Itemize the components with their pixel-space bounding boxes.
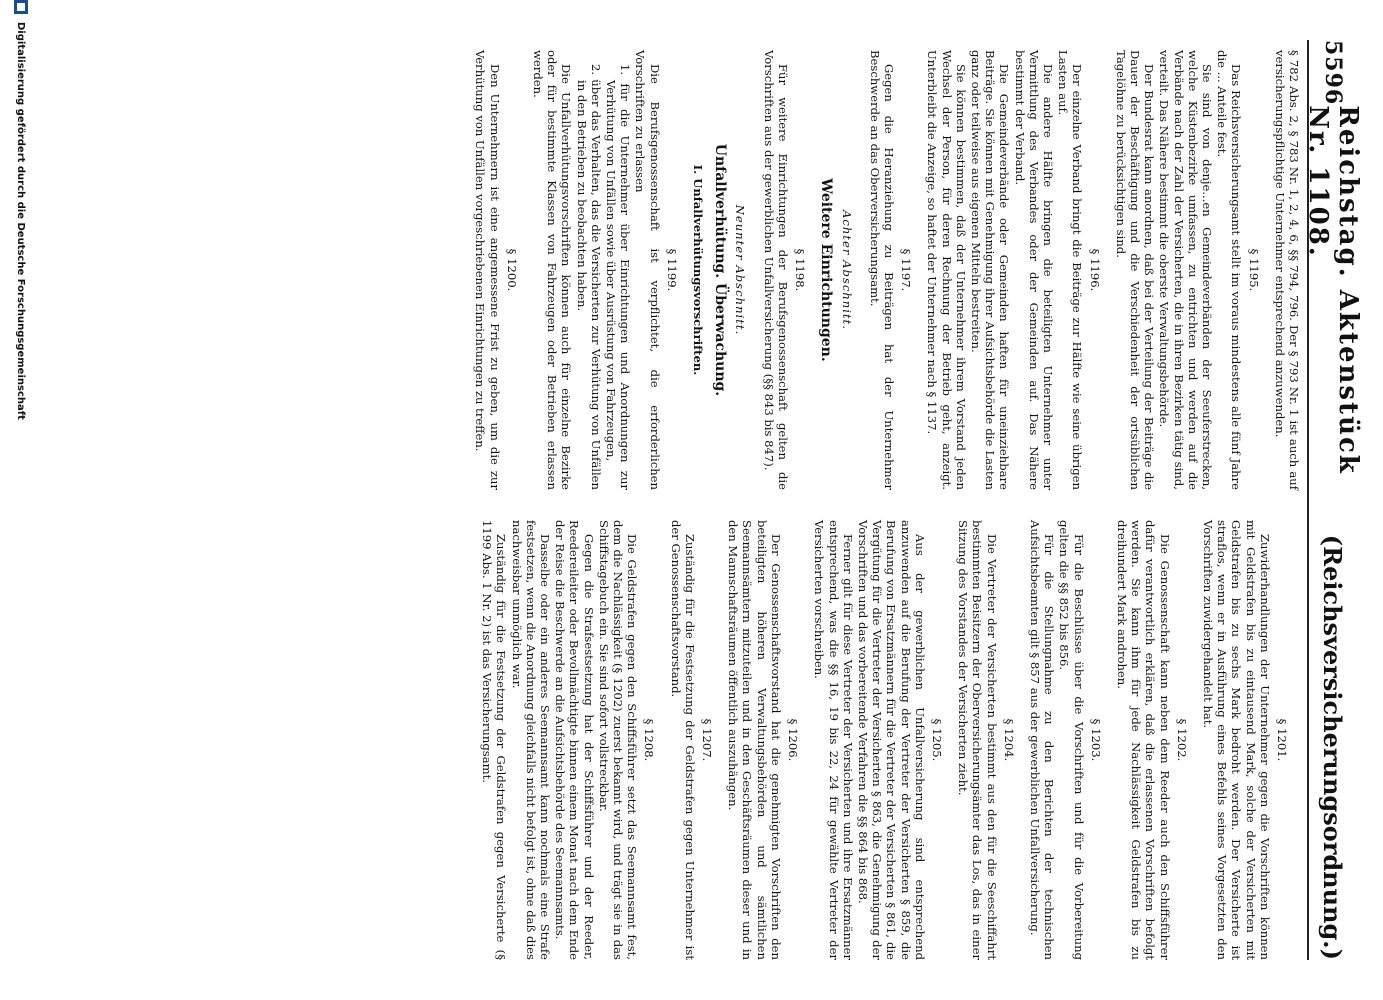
document-title: Reichstag. Aktenstück Nr. 1108. [1303,105,1363,475]
paragraph: Den Unternehmern ist eine angemessene Frist zu geben, um die zur Verhütung von Unfällen vorgeschriebenen Einrichtungen zu treffen. [473,50,502,490]
enumerated-list [574,50,632,490]
paragraph: Das Reichsversicherungsamt stellt im voraus mindestens alle fünf Jahre die ... Anteile fest. [1215,50,1244,490]
section-number: § 1201. [1275,718,1289,762]
paragraph: Für die Stellungnahme zu den Berichten der technischen Aufsichtsbeamten gilt § 857 aus der gewerblichen Unfallversicherung. [1027,520,1057,960]
paragraph: Die Geldstrafen gegen den Schiffsführer setzt das Seemannsamt fest, dem die Nachlässigkeit (§ 1202) zuerst bekannt wird, und trägt sie in das Schiffstagebuch ein. Sie sind sofort vollstreckbar. [596,520,640,960]
page-header [1303,40,1363,960]
section-number: § 1205. [929,718,944,762]
chapter-title: Weitere Einrichtungen. [818,178,835,362]
paragraph: Dasselbe oder ein anderes Seemannsamt kann nochmals eine Strafe festsetzen, wenn die Anordnung gleichfalls nicht befolgt ist, ohne daß dies nachweisbar unmöglich war. [509,520,553,960]
dfg-logo-icon [14,0,28,14]
paragraph: Die andere Hälfte bringen die beteiligten Unternehmer unter Vermittlung des Verbandes oder der Gemeinden auf. Das Nähere bestimmt der Verband. [1012,50,1055,490]
digitization-footer [14,0,28,1000]
section-number: § 1207. [700,718,715,762]
paragraph: Zuständig für die Festsetzung der Geldstrafen gegen Unternehmer ist der Genossenschaftsvorstand. [668,520,697,960]
footer-credit: Digitalisierung gefördert durch die Deutsche Forschungsgemeinschaft [15,22,27,420]
paragraph: Sie können bestimmen, daß der Unternehmer ihrem Vorstand jeden Wechsel der Person, für deren Rechnung der Betrieb geht, anzeigt. Unterbleibt die Anzeige, so haftet der Unternehmer nach § 1137. [925,50,968,490]
paragraph: Der einzelne Verband bringt die Beiträge zur Hälfte wie seine übrigen Lasten auf. [1056,50,1085,490]
paragraph: Für weitere Einrichtungen der Berufsgenossenschaft gelten die Vorschriften aus der gewerblichen Unfallversicherung (§§ 843 bis 847). [761,50,790,490]
subsection-title: I. Unfallverhütungsvorschriften. [691,164,706,376]
section-number: § 1204. [1001,718,1016,762]
paragraph: Der Bundesrat kann anordnen, daß bei der Verteilung der Beiträge die Dauer der Beschäftigung und die Verschiedenheit der ortsüblichen Tagelöhne zu berücksichtigen sind. [1113,50,1157,490]
section-number: § 1202. [1174,718,1189,762]
section-number: § 1198. [793,248,808,292]
paragraph: Die Genossenschaft kann neben dem Reeder auch den Schiffsführer dafür verantwortlich erklären, daß die erlassenen Vorschriften befolgt werden. Sie kann ihm für jede Nachlässigkeit Geldstrafen bis zu dreihundert Mark androhen. [1114,520,1172,960]
paragraph: Der Genossenschaftsvorstand hat die genehmigten Vorschriften den beteiligten höheren Verwaltungsbehörden und sämtlichen Seemannsämtern mitzuteilen und in den Geschäftsräumen dieser und in den Mannschaftsräumen öffentlich auszuhängen. [726,520,783,960]
paragraph: Für die Beschlüsse über die Vorschriften und für die Vorbereitung gelten die §§ 852 bis 856. [1057,520,1086,960]
paragraph: Sie sind von denje...en Gemeindeverbänden der Seeuferstrecken, welche Küstenbezirke umfassen, zu entrichten und werden auf die Verbände nach der Zahl der Versicherten, die in ihren Bezirken tätig sind, verteilt. Das Nähere bestimmt die oberste Verwaltungsbehörde. [1157,50,1214,490]
paragraph: § 782 Abs. 2, § 783 Nr. 1, 2, 4, 6, §§ 794, 796. Der § 793 Nr. 1 ist auch auf versicherungspflichtige Unternehmer entsprechend anzuwenden. [1272,50,1301,490]
paragraph: Zuwiderhandlungen der Unternehmer gegen die Vorschriften können mit Geldstrafen bis zu eintausend Mark, solche der Versicherten mit Geldstrafen bis zu sechs Mark bedroht werden. Der Versicherte ist straflos, wenn er in Ausführung eines Befehls seines Vorgesetzten den Vorschriften zuwidergehandelt hat. [1200,520,1272,960]
left-column [472,50,1301,490]
paragraph: Die Unfallverhütungsvorschriften können auch für einzelne Bezirke oder für bestimmte Klassen von Fahrzeugen oder Betrieben erlassen werden. [531,50,574,490]
section-number: § 1195. [1246,248,1261,292]
chapter-heading: Achter Abschnitt. [839,210,854,330]
paragraph: Die Vertreter der Versicherten bestimmt aus den für die Seeschiffahrt bestimmten Beisitzern der Oberversicherungsämter das Los, das in einer Sitzung des Vorstandes der Versicherten zieht. [956,520,999,960]
paragraph: Die Gemeindeverbände oder Gemeinden haften für uneinziehbare Beiträge. Sie können mit Genehmigung ihrer Aufsichtsbehörde die Lasten ganz oder teilweise aus eigenen Mitteln bestreiten. [968,50,1012,490]
paragraph: Ferner gilt für diese Vertreter der Versicherten und ihre Ersatzmänner entsprechend, was die §§ 16, 19 bis 22, 24 für gewählte Vertreter der Versicherten vorschreiben. [812,520,855,960]
running-head: (Reichsversicherungsordnung.) [1318,534,1348,960]
section-number: § 1196. [1087,248,1102,292]
header-rule [1307,40,1309,960]
list-item: 2. über das Verhalten, das die Versicherten zur Verhütung von Unfällen in den Betrieben zu beobachten haben. [574,64,603,490]
paragraph: Die Berufsgenossenschaft ist verpflichtet, die erforderlichen Vorschriften zu erlassen [633,50,662,490]
section-number: § 1208. [642,718,657,762]
paragraph: Aus der gewerblichen Unfallversicherung sind entsprechend anzuwenden auf die Berufung der Vertreter der Versicherten § 859, die Berufung von Ersatzmännern für die Vertreter der Versicherten § 861, die Vergütung für die Vertreter der Versicherten § 863, die Genehmigung der Vorschriften und das vorbereitende Verfahren die §§ 864 bis 868. [855,520,927,960]
chapter-title: Unfallverhütung. Überwachung. [712,143,729,397]
section-number: § 1197. [899,248,914,292]
paragraph: Gegen die Strafsestsetzung hat der Schiffsführer und der Reeder, Reedereileiter oder Bevollmächtigte binnen einem Monat nach dem Ende der Reise die Beschwerde an die Aufsichtsbehörde des Seemannsamts. [553,520,596,960]
section-number: § 1200. [504,248,519,292]
right-column [479,520,1301,960]
page-number: 5596 [1320,40,1346,106]
section-number: § 1206. [786,718,801,762]
paragraph: Zuständig für die Festsetzung der Geldstrafen gegen Versicherte (§ 1199 Abs. 1 Nr. 2) ist das Versicherungsamt. [480,520,509,960]
paragraph: Gegen die Heranziehung zu Beiträgen hat der Unternehmer Beschwerde an das Oberversicherungsamt. [867,50,896,490]
chapter-heading: Neunter Abschnitt. [733,204,748,336]
section-number: § 1199. [664,248,679,292]
section-number: § 1203. [1088,718,1103,762]
list-item: 1. für die Unternehmer über Einrichtungen und Anordnungen zur Verhütung von Unfällen sowie über Ausrüstung von Fahrzeugen, [604,64,633,490]
